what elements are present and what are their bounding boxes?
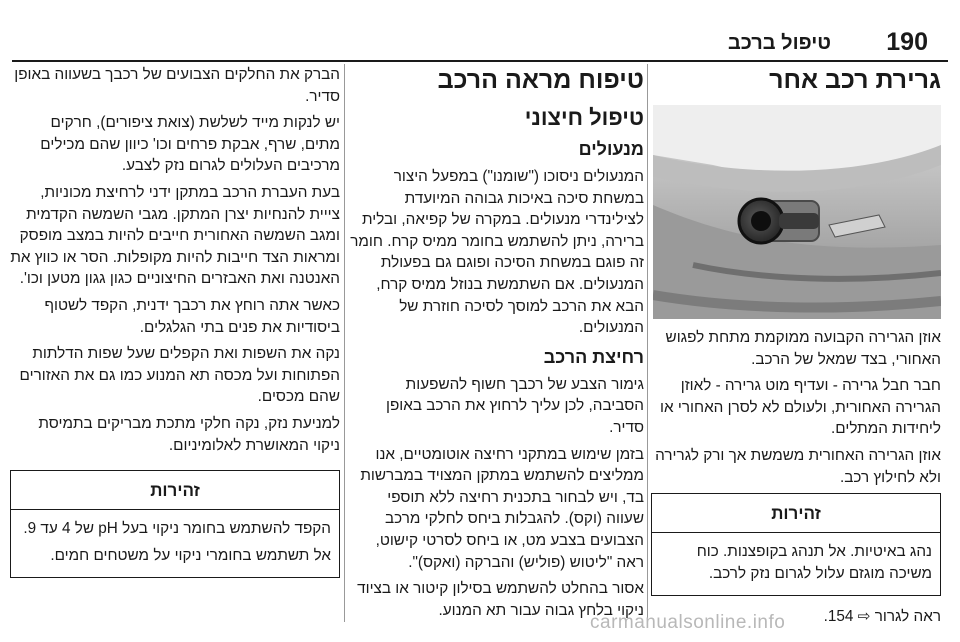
towing-paragraph-3: אוזן הגרירה האחורית משמשת אך ורק לגרירה ולא לחילוץ רכב. bbox=[655, 446, 941, 486]
caution-box-cleaning bbox=[10, 470, 340, 578]
page-number: 190 bbox=[886, 28, 928, 56]
column-washing-continued bbox=[10, 64, 340, 588]
cross-reference: ראה לגרור ⇨ 154. bbox=[823, 608, 941, 626]
locks-paragraph: המנעולים ניסוכו ("שומנו") במפעל היצור במשחת סיכה באיכות גבוהה המיועדת לצילינדרי מנעולים. במקרה של קפיאה, ובלית ברירה, ניתן להשתמש בחומר ממיס קרח. חומר זה פוגם במשחת הסיכה ופוגם גם בפעולת המנעולים. אם השתמשת בנוזל ממיס קרח, הבא את הרכב למוסך לסיכה חוזרת של המנעולים. bbox=[350, 168, 644, 337]
section-title-vehicle-care: טיפוח מראה הרכב bbox=[437, 66, 644, 94]
wheel-housing-paragraph: כאשר אתה רוחץ את רכבך ידנית, הקפד לשטוף ביסודיות את פנים בתי הגלגלים. bbox=[44, 296, 340, 336]
running-title: טיפול ברכב bbox=[728, 32, 832, 54]
towing-paragraph-2: חבר חבל גרירה - ועדיף מוט גרירה - לאוזן הגרירה האחורית, ולעולם לא לסרן האחורי או ליחידות המתלים. bbox=[660, 377, 941, 438]
watermark: carmanualsonline.info bbox=[590, 612, 786, 633]
column-divider bbox=[647, 64, 648, 622]
towing-paragraph-1: אוזן הגרירה הקבועה ממוקמת מתחת לפגוש האחורי, בצד שמאל של הרכב. bbox=[665, 329, 941, 368]
column-divider bbox=[344, 64, 345, 622]
bird-droppings-paragraph: יש לנקות מייד לשלשת (צואת ציפורים), חרקים מתים, שרף, אבקת פרחים וכו' כיוון שהם מכילים מרכיבים העלולים לגרום נזק לצבע. bbox=[40, 114, 340, 175]
subsection-exterior-care: טיפול חיצוני bbox=[524, 105, 644, 130]
door-edges-paragraph: נקה את השפות ואת הקפלים שעל שפות הדלתות הפתוחות ועל מכסה תא המנוע כמו גם את האזורים שהם מכסים. bbox=[19, 345, 340, 406]
caution-text: נהג באיטיות. אל תנהג בקופצנות. כוח משיכה מוגזם עלול לגרום נזק לרכב. bbox=[696, 543, 932, 582]
heading-washing: רחיצת הרכב bbox=[543, 346, 644, 367]
page-header bbox=[0, 28, 960, 60]
column-exterior-care bbox=[348, 64, 644, 626]
metal-parts-paragraph: למניעת נזק, נקה חלקי מתכת מבריקים בתמיסת ניקוי המאושרת לאלומיניום. bbox=[38, 414, 340, 454]
caution-ph-text: הקפד להשתמש בחומר ניקוי בעל pH של 4 עד 9. bbox=[23, 520, 331, 538]
heading-locks: מנעולים bbox=[578, 139, 644, 159]
caution-box-towing bbox=[651, 493, 941, 596]
caution-hot-surface-text: אל תשתמש בחומרי ניקוי על משטחים חמים. bbox=[50, 546, 331, 564]
caution-title: זהירות bbox=[652, 494, 940, 533]
section-title-towing: גרירת רכב אחר bbox=[769, 66, 941, 94]
caution-title: זהירות bbox=[11, 471, 339, 510]
header-rule bbox=[12, 60, 948, 62]
washing-paragraph-2: בזמן שימוש במתקני רחיצה אוטומטיים, אנו ממליצים להשתמש במתקן המצויד במברשות בד, ויש לבחור בתכנית רחיצה ללא תוספי שעווה (וקס). להגבלות ביחס לחלקי מרכב הצבועים בצבע מט, או ביחס לסרטי קישוט, ראה "ליטוש (פוליש) והברקה (ואקס)". bbox=[360, 445, 644, 571]
washing-paragraph-3: אסור בהחלט להשתמש בסילון קיטור או בציוד ניקוי בלחץ גבוה עבור תא המנוע. bbox=[357, 580, 644, 619]
washing-paragraph-1: גימור הצבע של רכבך חשוף להשפעות הסביבה, לכן עליך לרחוץ את הרכב באופן סדיר. bbox=[385, 375, 644, 436]
column-towing bbox=[651, 64, 941, 633]
car-wash-paragraph: בעת העברת הרכב במתקן ידני לרחיצת מכוניות, צייית להנחיות יצרן המתקן. מגבי השמשה הקדמית ומגב השמשה האחורית חייבים להיות במצב מופסק ומראות הצד חייבות להיות מקופלות. הסר או כווץ את האנטנה ואת האבזרים החיצוניים כגון גגון מטען וכו'. bbox=[10, 183, 340, 288]
towing-eye-illustration bbox=[653, 105, 941, 319]
wax-paragraph: הברק את החלקים הצבועים של רכבך בשעווה באופן סדיר. bbox=[14, 66, 340, 105]
